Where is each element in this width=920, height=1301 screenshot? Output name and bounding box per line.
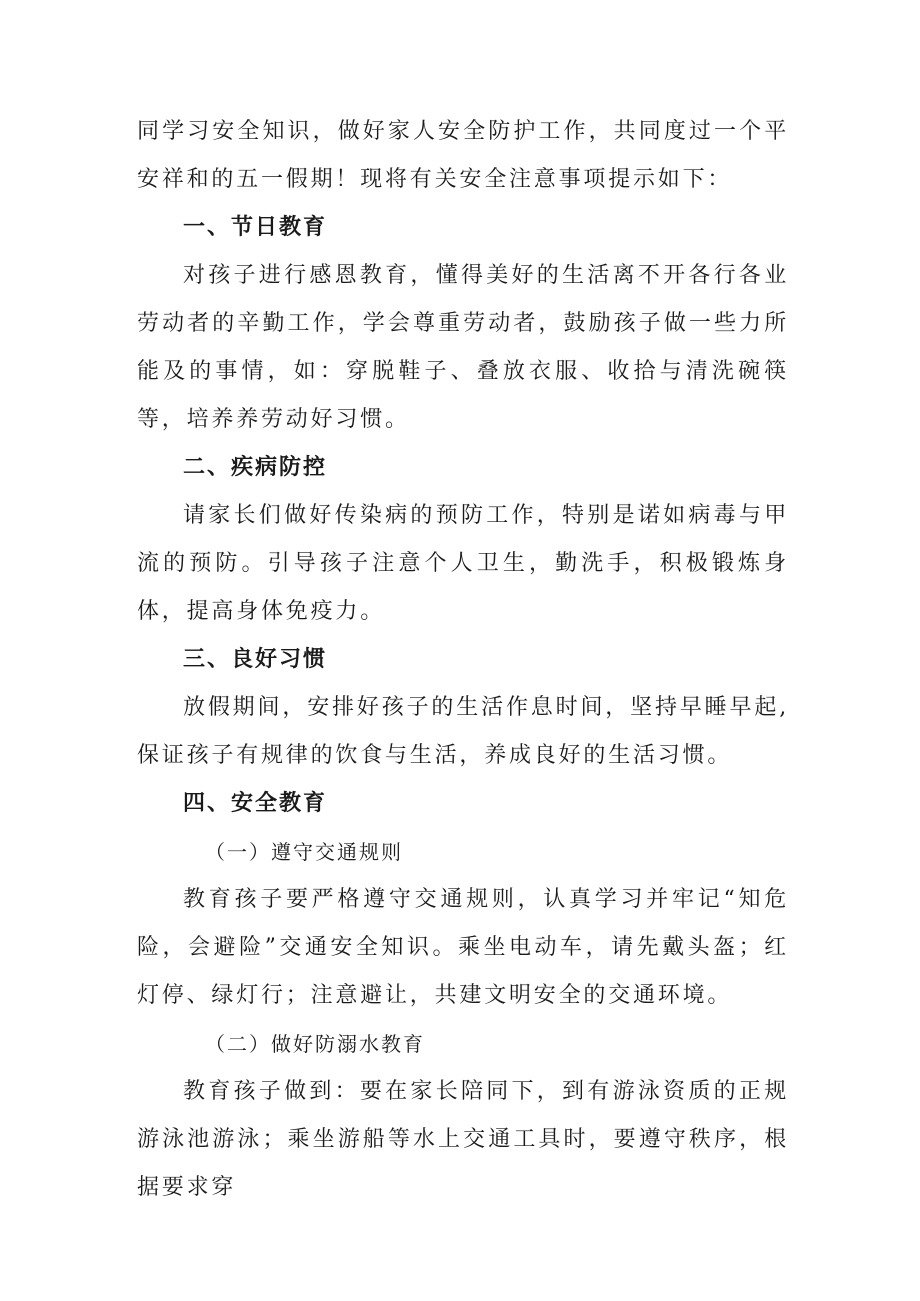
subsection-paragraph-drowning-prevention: 教育孩子做到：要在家长陪同下，到有游泳资质的正规游泳池游泳；乘坐游船等水上交通工具时，要遵守秩序，根据要求穿 (137, 1079, 789, 1200)
section-heading-disease-prevention: 二、疾病防控 (183, 455, 328, 480)
intro-paragraph: 同学习安全知识，做好家人安全防护工作，共同度过一个平安祥和的五一假期！现将有关安全注意事项提示如下： (137, 119, 789, 192)
section-heading-safety-education: 四、安全教育 (183, 791, 328, 816)
section-paragraph-good-habits: 放假期间，安排好孩子的生活作息时间，坚持早睡早起,保证孩子有规律的饮食与生活，养成良好的生活习惯。 (137, 695, 789, 768)
subsection-heading-traffic-rules: （一）遵守交通规则 (205, 840, 403, 864)
subsection-paragraph-traffic-rules: 教育孩子要严格遵守交通规则，认真学习并牢记“知危险，会避险”交通安全知识。乘坐电动车，请先戴头盔；红灯停、绿灯行；注意避让，共建文明安全的交通环境。 (137, 887, 789, 1008)
section-heading-good-habits: 三、良好习惯 (183, 647, 328, 672)
section-paragraph-disease-prevention: 请家长们做好传染病的预防工作，特别是诺如病毒与甲流的预防。引导孩子注意个人卫生，勤洗手，积极锻炼身体，提高身体免疫力。 (137, 503, 789, 624)
section-heading-festival-education: 一、节日教育 (183, 215, 328, 240)
section-paragraph-festival-education: 对孩子进行感恩教育，懂得美好的生活离不开各行各业劳动者的辛勤工作，学会尊重劳动者，鼓励孩子做一些力所能及的事情，如：穿脱鞋子、叠放衣服、收拾与清洗碗筷等，培养养劳动好习惯。 (137, 263, 789, 432)
document-page (137, 108, 789, 1212)
subsection-heading-drowning-prevention: （二）做好防溺水教育 (205, 1032, 425, 1056)
